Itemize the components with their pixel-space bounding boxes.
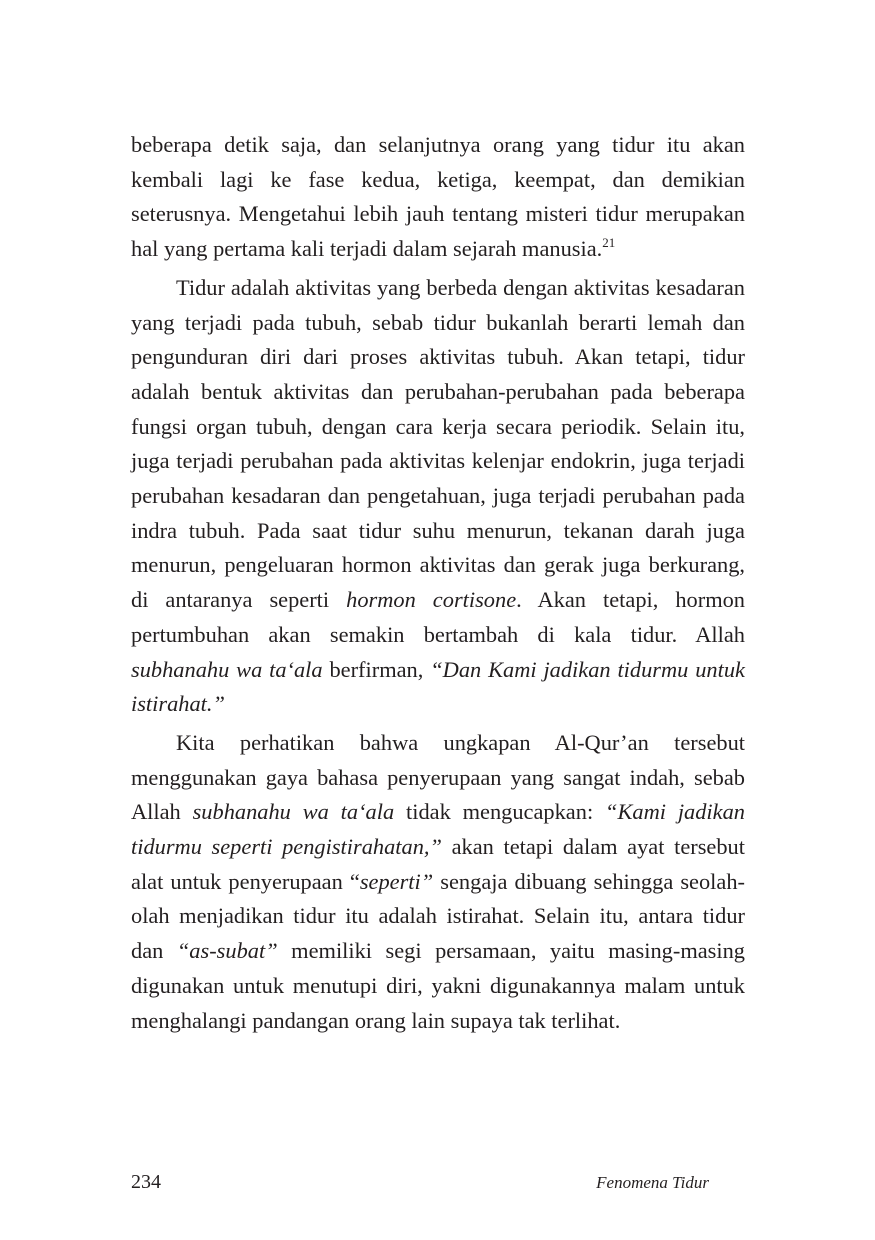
paragraph-3-text-d: sengaja dibuang sehingga seolah-olah menjadikan tidur itu adalah istirahat. Selain itu, antara tidur dan — [131, 868, 745, 964]
paragraph-1-text: beberapa detik saja, dan selanjutnya orang yang tidur itu akan kembali lagi ke fase kedua, ketiga, keempat, dan demikian seterusnya. Mengetahui lebih jauh tentang misteri tidur merupakan hal yang pertama kali terjadi dalam sejarah manusia. — [131, 132, 745, 262]
running-title: Fenomena Tidur — [596, 1173, 709, 1192]
page-number: 234 — [131, 1171, 161, 1193]
italic-quote-pengistirahatan: “Kami jadikan tidurmu seperti pengistirahatan,” — [131, 799, 745, 860]
italic-term-seperti: seperti” — [359, 868, 434, 894]
paragraph-2-text-c: berfirman, — [329, 656, 424, 682]
italic-term-subhanahu-2: subhanahu wa ta‘ala — [192, 799, 395, 825]
paragraph-3-text-c: akan tetapi dalam ayat tersebut alat untuk penyerupaan “ — [131, 834, 745, 894]
paragraph-3-text-e: memiliki segi persamaan, yaitu masing-masing digunakan untuk menutupi diri, yakni digunakannya malam untuk menghalangi pandangan orang lain supaya tak terlihat. — [131, 938, 746, 1033]
paragraph-3-text-a: Kita perhatikan bahwa ungkapan Al-Qur’an tersebut menggunakan gaya bahasa penyerupaan yang sangat indah, sebab Allah — [131, 729, 745, 825]
paragraph-3 — [131, 726, 745, 1038]
body-text — [131, 128, 745, 1038]
paragraph-1 — [131, 128, 745, 267]
italic-term-hormon-cortisone: hormon cortisone — [346, 587, 517, 613]
paragraph-2-text-a: Tidur adalah aktivitas yang berbeda dengan aktivitas kesadaran yang terjadi pada tubuh, sebab tidur bukanlah berarti lemah dan pengunduran diri dari proses aktivitas tubuh. Akan tetapi, tidur adalah bentuk aktivitas dan perubahan-perubahan pada beberapa fungsi organ tubuh, dengan cara kerja secara periodik. Selain itu, juga terjadi perubahan pada aktivitas kelenjar endokrin, juga terjadi perubahan kesadaran dan pengetahuan, juga terjadi perubahan pada indra tubuh. Pada saat tidur suhu menurun, tekanan darah juga menurun, pengeluaran hormon aktivitas dan gerak juga berkurang, di antaranya seperti — [131, 274, 745, 613]
paragraph-2-text-b: . Akan tetapi, hormon pertumbuhan akan semakin bertambah di kala tidur. Allah — [131, 587, 745, 647]
italic-quote-verse: “Dan Kami jadikan tidurmu untuk istirahat.” — [131, 656, 745, 717]
footnote-marker: 21 — [602, 235, 616, 251]
paragraph-3-text-b: tidak mengucapkan: — [406, 799, 594, 825]
paragraph-2 — [131, 271, 745, 722]
italic-term-subhanahu: subhanahu wa ta‘ala — [131, 656, 323, 682]
italic-term-as-subat: “as-subat” — [176, 938, 278, 964]
